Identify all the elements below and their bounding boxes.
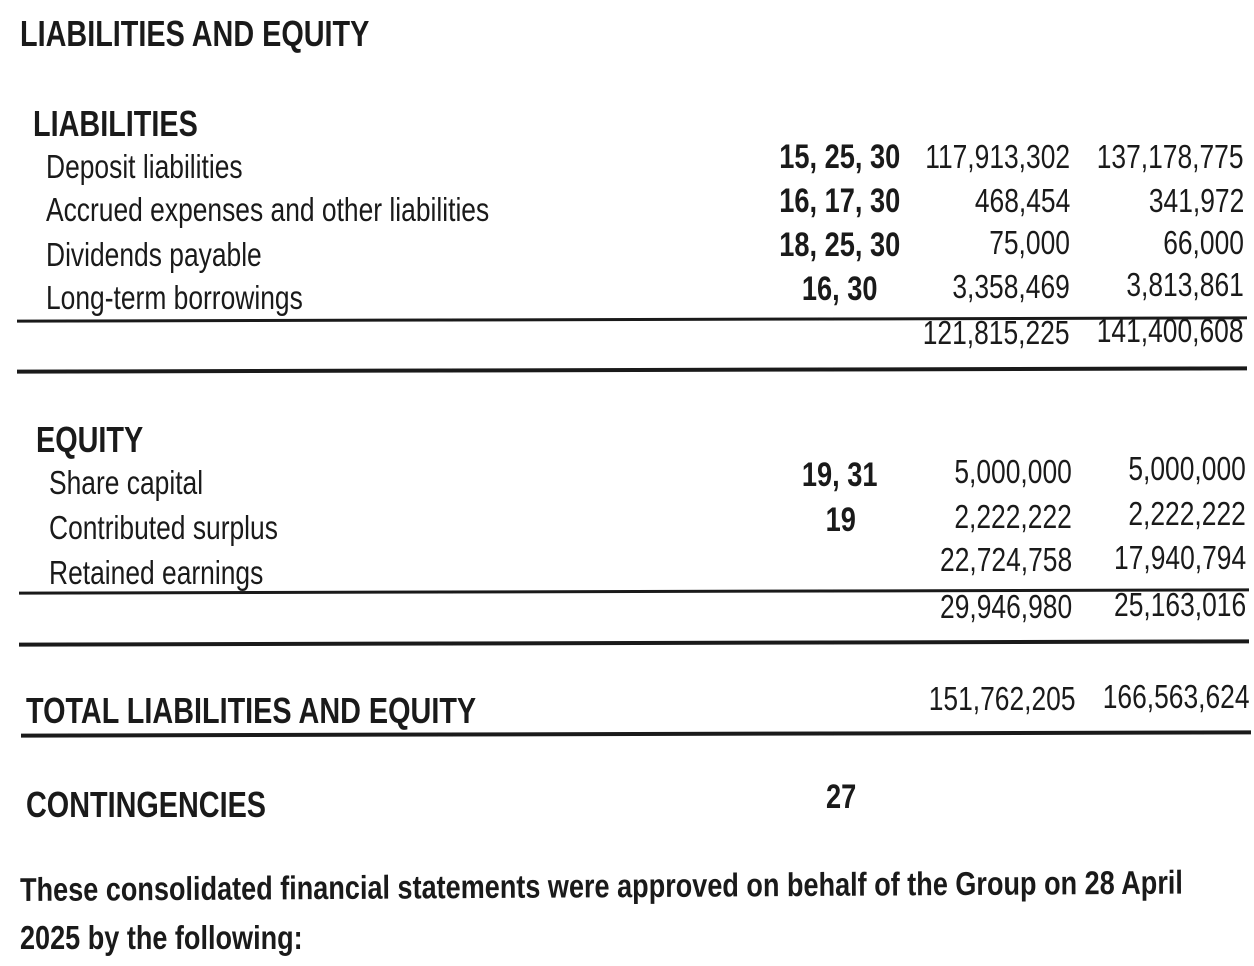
approval-text-line1: These consolidated financial statements were approved on behalf of the Group on 28 April xyxy=(19,863,1183,908)
row-prior-value: 66,000 xyxy=(1163,224,1244,261)
total-liabilities-equity-label: TOTAL LIABILITIES AND EQUITY xyxy=(26,690,477,731)
row-prior-value: 137,178,775 xyxy=(1097,138,1244,175)
row-label-retained-earnings: Retained earnings xyxy=(49,554,264,591)
row-label-dividends-payable: Dividends payable xyxy=(46,236,262,273)
liabilities-heading: LIABILITIES xyxy=(33,103,198,144)
row-prior-value: 5,000,000 xyxy=(1128,450,1246,487)
row-note: 16, 17, 30 xyxy=(779,182,900,220)
row-label-contributed-surplus: Contributed surplus xyxy=(49,509,278,546)
total-rule xyxy=(19,639,1249,646)
row-note: 18, 25, 30 xyxy=(779,226,900,264)
total-liabilities-equity-prior: 166,563,624 xyxy=(1103,678,1250,715)
equity-total-prior: 25,163,016 xyxy=(1113,586,1246,623)
liabilities-total-prior: 141,400,608 xyxy=(1097,312,1244,349)
row-current-value: 75,000 xyxy=(989,224,1070,261)
approval-text-line2: 2025 by the following: xyxy=(20,919,303,956)
row-note: 15, 25, 30 xyxy=(779,138,900,176)
row-current-value: 468,454 xyxy=(974,182,1070,219)
row-current-value: 22,724,758 xyxy=(939,541,1072,578)
row-note: 19 xyxy=(825,501,856,539)
page-title: LIABILITIES AND EQUITY xyxy=(20,13,370,54)
total-rule xyxy=(17,366,1247,373)
row-prior-value: 17,940,794 xyxy=(1113,539,1246,576)
row-current-value: 5,000,000 xyxy=(954,453,1072,490)
row-current-value: 2,222,222 xyxy=(954,498,1072,535)
contingencies-note: 27 xyxy=(826,778,857,816)
row-label-accrued-expenses: Accrued expenses and other liabilities xyxy=(46,191,490,228)
equity-heading: EQUITY xyxy=(36,419,144,460)
liabilities-total-current: 121,815,225 xyxy=(923,314,1070,351)
row-current-value: 117,913,302 xyxy=(925,138,1070,175)
row-label-long-term-borrowings: Long-term borrowings xyxy=(46,279,303,316)
equity-total-current: 29,946,980 xyxy=(939,588,1072,625)
contingencies-label: CONTINGENCIES xyxy=(26,784,267,825)
row-current-value: 3,358,469 xyxy=(952,268,1070,305)
grand-total-rule xyxy=(21,730,1251,737)
row-prior-value: 341,972 xyxy=(1148,182,1244,219)
row-prior-value: 2,222,222 xyxy=(1128,495,1246,532)
row-note: 16, 30 xyxy=(802,270,878,308)
row-label-deposit-liabilities: Deposit liabilities xyxy=(46,148,243,185)
row-note: 19, 31 xyxy=(802,456,878,494)
total-liabilities-equity-current: 151,762,205 xyxy=(929,680,1076,717)
row-label-share-capital: Share capital xyxy=(49,464,204,501)
row-prior-value: 3,813,861 xyxy=(1126,266,1244,303)
